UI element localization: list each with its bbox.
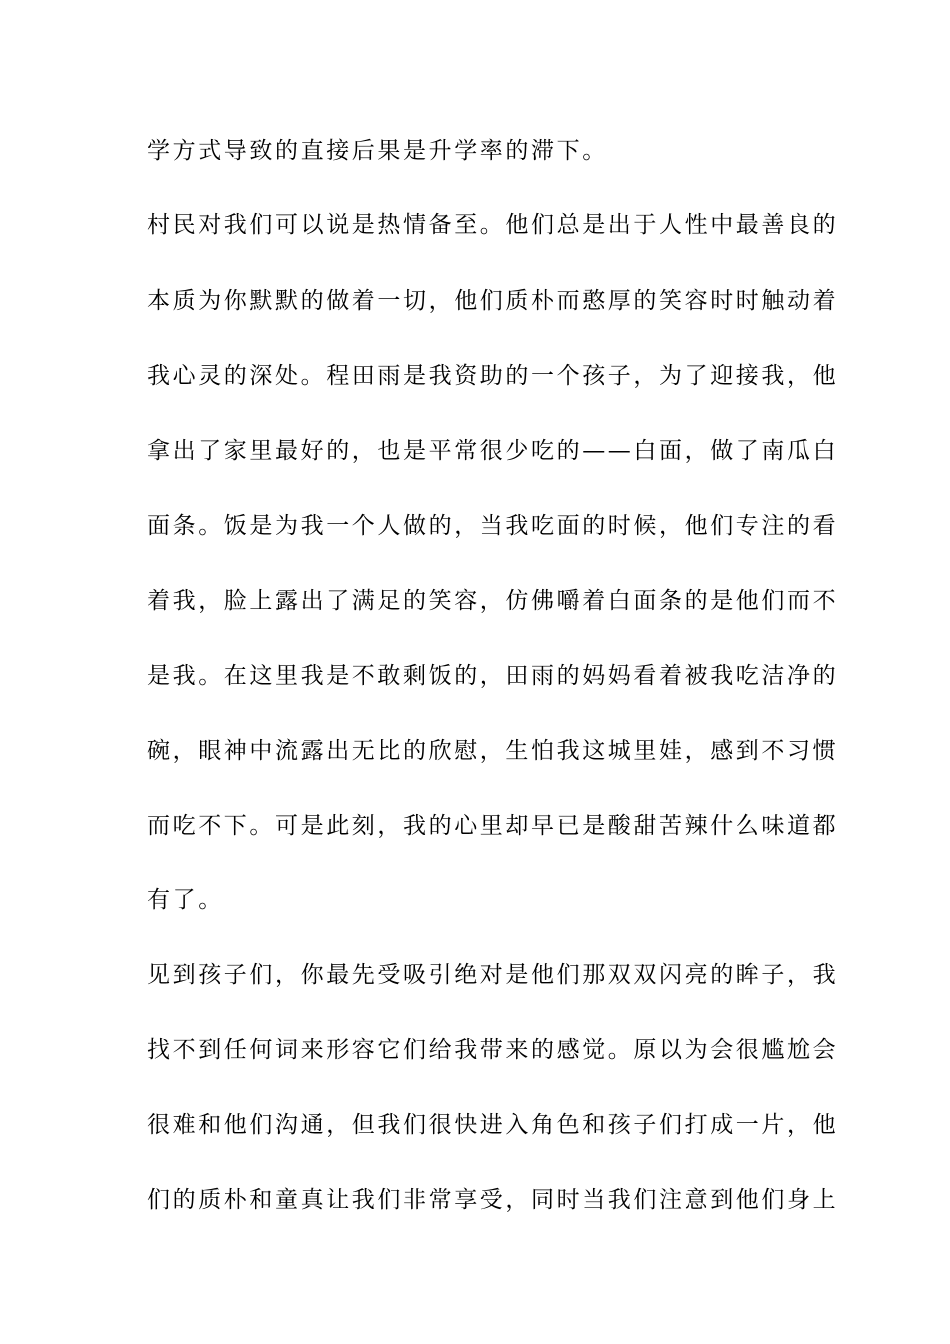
text-line: 本质为你默默的做着一切，他们质朴而憨厚的笑容时时触动着 bbox=[147, 288, 839, 314]
text-line: 村民对我们可以说是热情备至。他们总是出于人性中最善良的 bbox=[147, 212, 839, 238]
text-line: 很难和他们沟通，但我们很快进入角色和孩子们打成一片，他 bbox=[147, 1112, 839, 1138]
text-line: 们的质朴和童真让我们非常享受，同时当我们注意到他们身上 bbox=[147, 1187, 839, 1213]
text-line: 碗，眼神中流露出无比的欣慰，生怕我这城里娃，感到不习惯 bbox=[147, 738, 839, 764]
text-line: 是我。在这里我是不敢剩饭的，田雨的妈妈看着被我吃洁净的 bbox=[147, 663, 839, 689]
text-line: 拿出了家里最好的，也是平常很少吃的——白面，做了南瓜白 bbox=[147, 438, 839, 464]
text-line: 找不到任何词来形容它们给我带来的感觉。原以为会很尴尬会 bbox=[147, 1037, 839, 1063]
text-line: 而吃不下。可是此刻，我的心里却早已是酸甜苦辣什么味道都 bbox=[147, 813, 839, 839]
text-line: 着我，脸上露出了满足的笑容，仿佛嚼着白面条的是他们而不 bbox=[147, 588, 839, 614]
text-line: 见到孩子们，你最先受吸引绝对是他们那双双闪亮的眸子，我 bbox=[147, 962, 839, 988]
text-line: 面条。饭是为我一个人做的，当我吃面的时候，他们专注的看 bbox=[147, 513, 839, 539]
text-line: 学方式导致的直接后果是升学率的滞下。 bbox=[147, 138, 608, 164]
text-line: 有了。 bbox=[147, 887, 224, 913]
text-line: 我心灵的深处。程田雨是我资助的一个孩子，为了迎接我，他 bbox=[147, 363, 839, 389]
